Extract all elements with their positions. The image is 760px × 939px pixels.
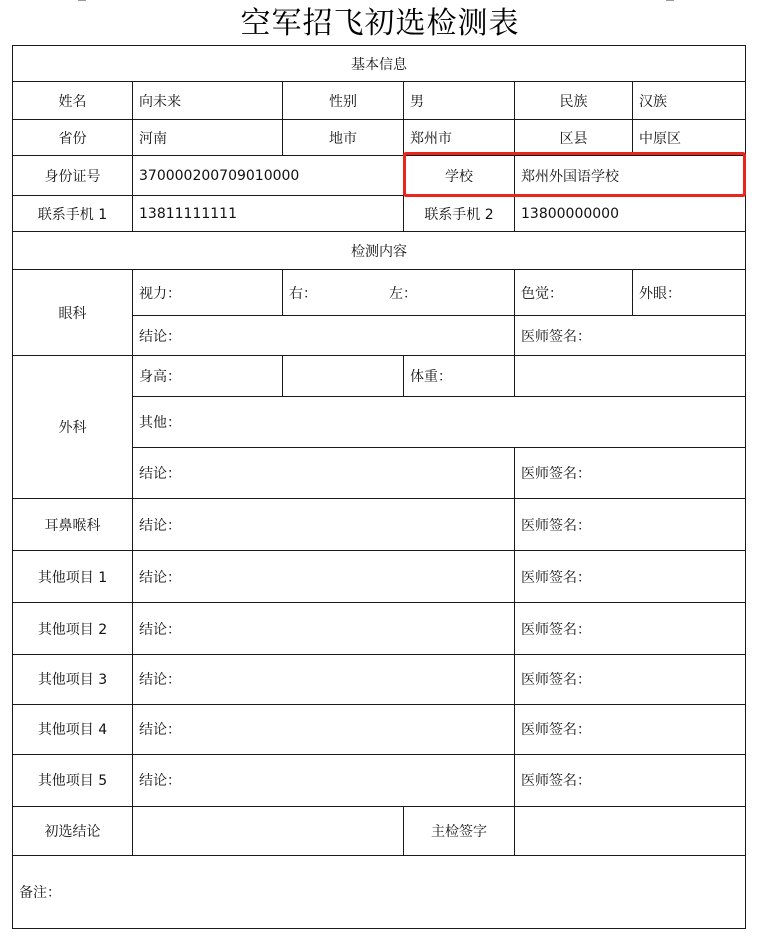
- district-label: 区县: [515, 120, 633, 156]
- ent-conclusion-field[interactable]: 结论：: [133, 499, 515, 551]
- surgery-doctor-signature-field[interactable]: 医师签名：: [515, 448, 746, 499]
- inspection-form: [12, 45, 746, 929]
- other-item-1-label: 其他项目 1: [13, 551, 133, 603]
- eye-conclusion-field[interactable]: 结论：: [133, 316, 515, 356]
- phone1-label: 联系手机 1: [13, 196, 133, 232]
- other-item-3-doctor-signature-field[interactable]: 医师签名：: [515, 654, 746, 704]
- other-item-5-conclusion-field[interactable]: 结论：: [133, 754, 515, 806]
- page-corner-mark-left: [78, 0, 86, 1]
- page-corner-mark-right: [666, 0, 674, 1]
- eye-section-label: 眼科: [13, 270, 133, 356]
- other-item-1-conclusion-field[interactable]: 结论：: [133, 551, 515, 603]
- other-item-1-doctor-signature-field[interactable]: 医师签名：: [515, 551, 746, 603]
- school-label: 学校: [404, 156, 515, 196]
- ent-doctor-signature-field[interactable]: 医师签名：: [515, 499, 746, 551]
- remarks-field[interactable]: 备注：: [13, 855, 746, 928]
- chief-signature-field[interactable]: [515, 806, 746, 855]
- school-value[interactable]: 郑州外国语学校: [515, 156, 746, 196]
- city-label: 地市: [283, 120, 404, 156]
- other-item-2-doctor-signature-field[interactable]: 医师签名：: [515, 603, 746, 654]
- external-eye-label[interactable]: 外眼：: [633, 270, 746, 316]
- weight-value-field[interactable]: [515, 356, 746, 397]
- gender-label: 性别: [283, 82, 404, 120]
- right-eye-label: 右：: [289, 285, 317, 302]
- phone2-value[interactable]: 13800000000: [515, 196, 746, 232]
- other-item-4-conclusion-field[interactable]: 结论：: [133, 704, 515, 754]
- other-item-3-conclusion-field[interactable]: 结论：: [133, 654, 515, 704]
- id-number-value[interactable]: 370000200709010000: [133, 156, 404, 196]
- phone1-value[interactable]: 13811111111: [133, 196, 404, 232]
- surgery-section-label: 外科: [13, 356, 133, 499]
- vision-label: 视力：: [133, 270, 283, 316]
- vision-eyes-field[interactable]: [283, 270, 515, 316]
- other-item-2-conclusion-field[interactable]: 结论：: [133, 603, 515, 654]
- other-item-4-doctor-signature-field[interactable]: 医师签名：: [515, 704, 746, 754]
- phone2-label: 联系手机 2: [404, 196, 515, 232]
- name-value[interactable]: 向未来: [133, 82, 283, 120]
- other-item-2-label: 其他项目 2: [13, 603, 133, 654]
- chief-signature-label: 主检签字: [404, 806, 515, 855]
- other-item-3-label: 其他项目 3: [13, 654, 133, 704]
- height-label: 身高：: [133, 356, 283, 397]
- surgery-conclusion-field[interactable]: 结论：: [133, 448, 515, 499]
- district-value[interactable]: 中原区: [633, 120, 746, 156]
- province-label: 省份: [13, 120, 133, 156]
- ent-label: 耳鼻喉科: [13, 499, 133, 551]
- province-value[interactable]: 河南: [133, 120, 283, 156]
- final-conclusion-field[interactable]: [133, 806, 404, 855]
- final-conclusion-label: 初选结论: [13, 806, 133, 855]
- color-vision-label[interactable]: 色觉：: [515, 270, 633, 316]
- other-item-5-doctor-signature-field[interactable]: 医师签名：: [515, 754, 746, 806]
- section-header-inspection: 检测内容: [13, 232, 746, 270]
- weight-label: 体重：: [404, 356, 515, 397]
- other-item-4-label: 其他项目 4: [13, 704, 133, 754]
- document-title: 空军招飞初选检测表: [240, 6, 520, 41]
- ethnicity-label: 民族: [515, 82, 633, 120]
- id-number-label: 身份证号: [13, 156, 133, 196]
- ethnicity-value[interactable]: 汉族: [633, 82, 746, 120]
- height-value-field[interactable]: [283, 356, 404, 397]
- gender-value[interactable]: 男: [404, 82, 515, 120]
- surgery-other-field[interactable]: 其他：: [133, 397, 746, 448]
- city-value[interactable]: 郑州市: [404, 120, 515, 156]
- other-item-5-label: 其他项目 5: [13, 754, 133, 806]
- left-eye-label: 左：: [389, 285, 417, 302]
- name-label: 姓名: [13, 82, 133, 120]
- eye-doctor-signature-field[interactable]: 医师签名：: [515, 316, 746, 356]
- section-header-basic-info: 基本信息: [13, 46, 746, 82]
